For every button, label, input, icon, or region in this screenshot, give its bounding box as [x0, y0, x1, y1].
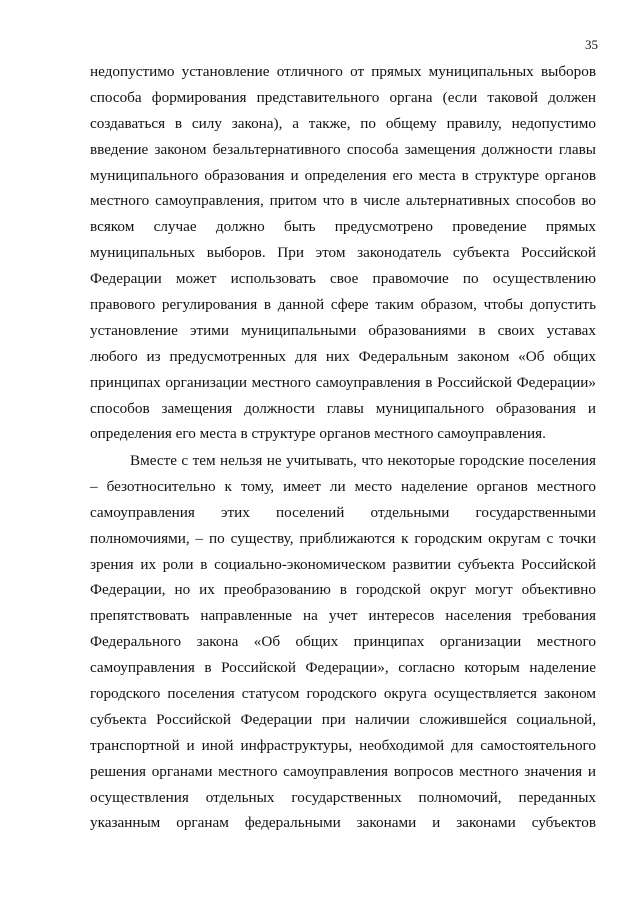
- text-line: осуществления отдельных государственных полномочий, переданных: [90, 788, 596, 806]
- text-line: Вместе с тем нельзя не учитывать, что некоторые городские поселения: [130, 452, 596, 469]
- text-line: способа формирования представительного органа (если таковой должен: [90, 88, 596, 106]
- text-line: самоуправления в Российской Федерации», согласно которым наделение: [90, 659, 596, 677]
- text-line: Федерации, но их преобразованию в городской округ могут объективно: [90, 581, 596, 599]
- text-line: создаваться в силу закона), а также, по общему правилу, недопустимо: [90, 114, 596, 132]
- text-line: субъекта Российской Федерации при наличии сложившейся социальной,: [90, 710, 596, 728]
- text-line: самоуправления этих поселений отдельными государственными: [90, 503, 596, 521]
- text-line: городского поселения статусом городского округа осуществляется законом: [90, 685, 596, 703]
- paragraph-1: [90, 59, 596, 447]
- text-line: способов замещения должности главы муниципального образования и: [90, 399, 596, 417]
- text-line: полномочиями, – по существу, приближаются к городским округам с точки: [90, 529, 596, 547]
- text-line: определения его места в структуре органов местного самоуправления.: [90, 425, 546, 443]
- paragraph-2: [90, 448, 596, 836]
- text-line: Федерации может использовать свое правомочие по осуществлению: [90, 270, 596, 288]
- text-line: препятствовать направленные на учет интересов населения требования: [90, 607, 596, 625]
- text-line: всяком случае должно быть предусмотрено проведение прямых: [90, 218, 596, 236]
- text-line: введение законом безальтернативного способа замещения должности главы: [90, 140, 596, 158]
- text-line: любого из предусмотренных для них Федеральным законом «Об общих: [90, 347, 596, 365]
- text-line: указанным органам федеральными законами и законами субъектов: [90, 814, 596, 832]
- text-line: – безотносительно к тому, имеет ли место наделение органов местного: [90, 477, 596, 495]
- text-line: Федерального закона «Об общих принципах организации местного: [90, 633, 596, 651]
- page-number: 35: [585, 37, 598, 52]
- text-line: решения органами местного самоуправления вопросов местного значения и: [90, 762, 596, 780]
- text-line: зрения их роли в социально-экономическом развитии субъекта Российской: [90, 555, 596, 573]
- text-line: муниципального образования и определения его места в структуре органов: [90, 166, 596, 184]
- text-line: недопустимо установление отличного от прямых муниципальных выборов: [90, 63, 596, 80]
- text-line: муниципальных выборов. При этом законодатель субъекта Российской: [90, 244, 596, 262]
- text-line: транспортной и иной инфраструктуры, необходимой для самостоятельного: [90, 736, 596, 754]
- text-line: местного самоуправления, притом что в числе альтернативных способов во: [90, 192, 596, 210]
- text-line: принципах организации местного самоуправления в Российской Федерации»: [90, 373, 596, 391]
- text-line: установление этими муниципальными образованиями в своих уставах: [90, 321, 596, 339]
- text-line: правового регулирования в данной сфере таким образом, чтобы допустить: [90, 296, 596, 314]
